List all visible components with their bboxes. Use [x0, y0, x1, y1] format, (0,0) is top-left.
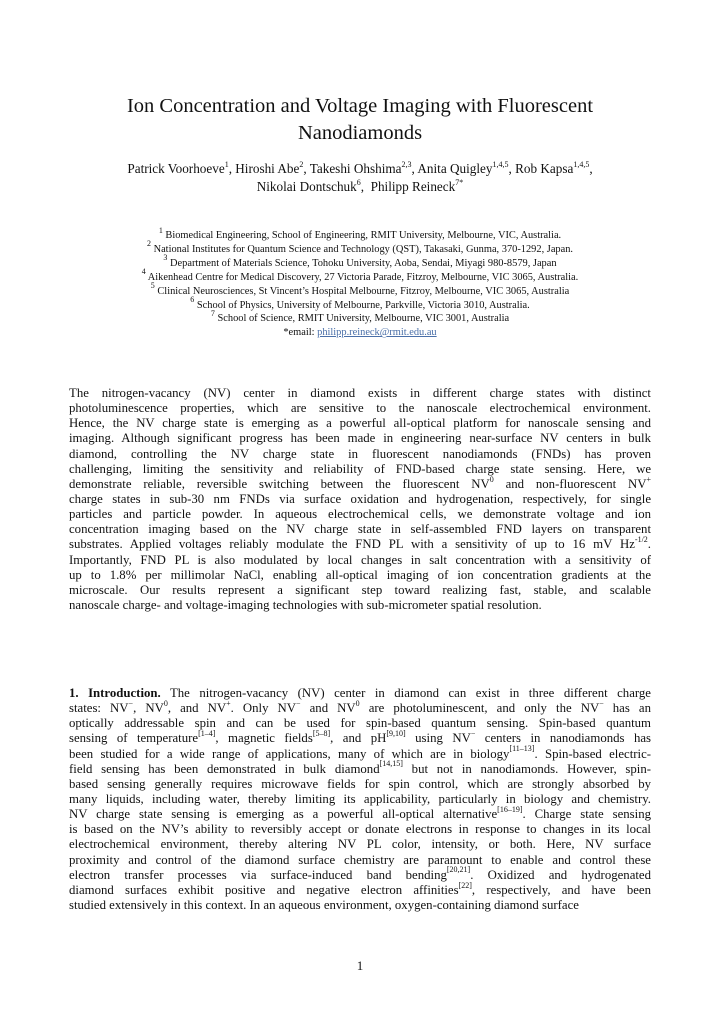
intro-line: proximity and control of the diamond surface chemistry are paramount to enable and control these [69, 852, 651, 867]
email-line [60, 326, 660, 340]
author-affil-sup: 6 [356, 177, 361, 187]
affil-text: School of Physics, University of Melbourne, Parkville, Victoria 3010, Australia. [196, 299, 530, 311]
intro-line: 1. Introduction. The nitrogen-vacancy (NV) center in diamond can exist in three different charge [69, 686, 651, 700]
intro-line: optically addressable spin and can be used for spin-based quantum sensing. Spin-based quantum [69, 716, 651, 731]
author-line-1: Patrick Voorhoeve$^1$, Hiroshi Abe$^2$, Takeshi Ohshima$^{2,3}$, Anita Quigley$^{1,4,5}$, Rob Kapsa$^{1,4,5}$, [127, 159, 593, 176]
superscript: + [646, 474, 652, 484]
superscript: 0 [163, 698, 168, 708]
affil-text: National Institutes for Quantum Science and Technology (QST), Takasaki, Gunma, 370-1292, Japan. [153, 243, 574, 255]
superscript: − [599, 698, 604, 708]
affil-sup: 7 [210, 308, 215, 318]
affiliation-item [60, 239, 660, 257]
affiliation-list [60, 225, 660, 340]
intro-line: based sensing generally requires microwave fields for spin control, which are strongly absorbed by [69, 776, 651, 791]
intro-line: studied extensively in this context. In an aqueous environment, oxygen-containing diamond surface [69, 897, 579, 912]
author-affil-sup: 2 [299, 159, 304, 169]
superscript: [5–8] [312, 729, 331, 739]
author-affil-sup: 1,4,5 [573, 159, 590, 169]
affil-text: School of Science, RMIT University, Melbourne, VIC 3001, Australia [217, 313, 510, 325]
abstract-line: up to 1.8% per millimolar NaCl, enabling all-optical imaging of ion concentration gradients at the [69, 567, 651, 582]
superscript: [1–4] [198, 729, 216, 739]
superscript: − [296, 698, 301, 708]
superscript: − [470, 729, 476, 739]
abstract-line: challenging, limiting the sensitivity and reliability of FND-based charge state sensing. Here, we [69, 461, 651, 476]
author-affil-sup: 7* [455, 177, 464, 187]
affil-text: Biomedical Engineering, School of Engineering, RMIT University, Melbourne, VIC, Australia. [165, 230, 562, 241]
title-line-2: Nanodiamonds [297, 122, 423, 144]
intro-line: is based on the NV’s ability to reversibly accept or donate electrons in response to changes in its local [69, 822, 651, 837]
abstract [69, 386, 651, 613]
abstract-line: nanoscale charge- and voltage-imaging technologies with sub-micrometer spatial resolution. [69, 597, 542, 612]
page-number: 1 [356, 958, 364, 973]
author-affil-sup: 1 [224, 159, 229, 169]
affil-text: Clinical Neurosciences, St Vincent’s Hospital Melbourne, Fitzroy, Melbourne, VIC 3065, Australia [157, 285, 570, 297]
author-affil-sup: 1,4,5 [492, 159, 509, 169]
affiliation-item [60, 267, 660, 285]
abstract-line: Importantly, FND PL is also modulated by local changes in salt concentration with a sensitivity of [69, 552, 651, 567]
intro-line: many liquids, including water, thereby limiting its applicability, particularly in biology and chemistry. [69, 791, 651, 806]
author-line-2: Nikolai Dontschuk$^6$, Philipp Reineck$^{7*}$ [256, 177, 464, 194]
affiliation-item [60, 253, 660, 271]
affil-text: Aikenhead Centre for Medical Discovery, 27 Victoria Parade, Fitzroy, Melbourne, VIC 3065, Australia. [147, 271, 579, 283]
superscript: [22] [458, 880, 472, 890]
superscript: [16–19] [497, 804, 523, 814]
superscript: -1/2 [634, 535, 648, 545]
superscript: 0 [355, 698, 360, 708]
affil-sup: 2 [146, 239, 151, 249]
intro-line: electrochemical environment, thereby altering NV PL color, intensity, or both. Here, NV surface [69, 837, 651, 852]
paper-title [60, 93, 660, 147]
author-name: Nikolai Dontschuk [256, 179, 357, 194]
intro-line: sensing of temperature[1–4], magnetic fields[5–8], and pH[9,10] using NV− centers in nanodiamonds has [69, 729, 651, 746]
affil-sup: 3 [163, 253, 168, 263]
intro-line: field sensing has been demonstrated in bulk diamond[14,15] but not in nanodiamonds. However, spin- [69, 759, 651, 776]
superscript: [9,10] [386, 729, 406, 739]
affil-sup: 4 [141, 267, 146, 277]
author-affil-sup: 2,3 [401, 159, 412, 169]
author-name: Hiroshi Abe [235, 161, 300, 176]
intro-line: states: NV−, $NV^0$, and NV+. Only NV− and $NV^0$ are photoluminescent, and only the NV− has an [69, 698, 651, 716]
email-label: *email: [283, 327, 318, 339]
abstract-line: Hence, the NV charge state is emerging as a powerful all-optical platform for nanoscale sensing and [69, 416, 651, 431]
affil-sup: 5 [150, 281, 155, 291]
abstract-line: particles and particle powder. In aqueous electrochemical cells, we demonstrate voltage and ion [69, 507, 651, 522]
superscript: [14,15] [379, 759, 403, 769]
section-heading: 1. Introduction. [69, 686, 161, 700]
abstract-line: imaging. Although significant progress has been made in engineering near-surface NV centers in bulk [69, 431, 651, 446]
author-name: Rob Kapsa [515, 161, 574, 176]
affil-sup: 6 [190, 295, 195, 305]
affil-text: Department of Materials Science, Tohoku University, Aoba, Sendai, Miyagi 980-8579, Japan [170, 257, 557, 269]
author-name: Philipp Reineck [370, 179, 456, 194]
author-name: Takeshi Ohshima [309, 161, 402, 176]
superscript: 0 [489, 474, 494, 484]
author-name: Anita Quigley [417, 161, 493, 176]
title-line-1: Ion Concentration and Voltage Imaging with Fluorescent [126, 95, 594, 117]
abstract-line: substrates. Applied voltages reliably modulate the FND PL with a sensitivity of up to 16 mV $Hz^{-1/2}$. [69, 535, 651, 552]
affiliation-item [60, 281, 660, 299]
introduction-section [69, 686, 651, 913]
superscript: + [226, 698, 231, 708]
superscript: − [128, 698, 134, 708]
intro-line: electron transfer processes via surface-induced band bending[20,21]. Oxidized and hydrogenated [69, 865, 652, 882]
abstract-line: microscale. Our results represent a significant step toward realizing fast, stable, and scalable [69, 582, 651, 597]
abstract-line: photoluminescence properties, which are sensitive to the nanoscale electrochemical environment. [69, 401, 651, 416]
intro-line: NV charge state sensing is emerging as a powerful all-optical alternative[16–19]. Charge state sensing [69, 804, 651, 822]
affiliation-item [60, 295, 660, 313]
abstract-line: demonstrate reliable, reversible switching between the fluorescent $NV^0$ and non-fluorescent NV+ [69, 474, 652, 491]
intro-line: diamond surfaces exhibit positive and negative electron affinities[22], respectively, and have been [69, 880, 651, 897]
abstract-line: The nitrogen-vacancy (NV) center in diamond exists in different charge states with distinct [69, 386, 651, 400]
superscript: [20,21] [446, 865, 471, 875]
affiliation-item [60, 308, 660, 326]
abstract-line: concentration imaging based on the NV charge state in self-assembled FND layers on transparent [69, 522, 651, 537]
email-link[interactable]: philipp.reineck@rmit.edu.au [317, 327, 437, 339]
intro-line: been studied for a wide range of applications, many of which are in biology[11–13]. Spin-based electric- [69, 744, 652, 761]
superscript: [11–13] [509, 744, 535, 754]
author-name: Patrick Voorhoeve [127, 161, 225, 176]
affil-sup: 1 [158, 225, 163, 235]
author-list [60, 160, 660, 196]
abstract-line: charge states in sub-30 nm FNDs via surface oxidation and hydrogenation, respectively, for single [69, 491, 651, 506]
abstract-line: diamond, controlling the NV charge state in fluorescent nanodiamonds (FNDs) has proven [69, 446, 651, 461]
